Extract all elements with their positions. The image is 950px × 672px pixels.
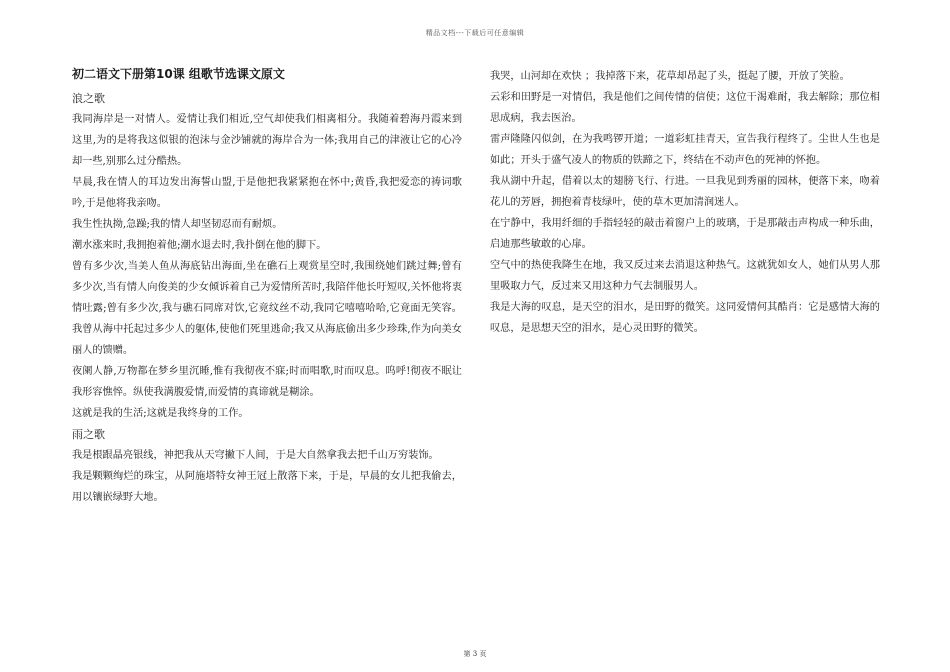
section-heading-rain-song: 雨之歌 — [72, 428, 105, 441]
section-heading-wave-song: 浪之歌 — [72, 92, 105, 105]
right-column — [490, 66, 880, 339]
paragraph: 我是根跟晶亮银线，神把我从天穹撇下人间，于是大自然拿我去把千山万穷装饰。 — [72, 450, 439, 461]
paragraph: 我从湖中升起，借着以太的翅膀飞行、行进。一旦我见到秀丽的园林，便落下来，吻着花儿的芳唇，拥抱着青枝绿叶，使的草木更加清润迷人。 — [490, 176, 880, 208]
paragraph: 雷声隆隆闪似剑，在为我鸣锣开道；一道彩虹挂青天，宣告我行程终了。尘世人生也是如此；开头于盛气凌人的物质的铁蹄之下，终结在不动声色的死神的怀抱。 — [490, 134, 880, 166]
document-title: 初二语文下册第10课 组歌节选课文原文 — [72, 67, 285, 81]
page-number: 第 3 页 — [463, 650, 487, 658]
paragraph: 早晨,我在情人的耳边发出海誓山盟,于是他把我紧紧抱在怀中;黄昏,我把爱恋的祷词歌吟,于是他将我亲吻。 — [72, 177, 462, 209]
paragraph: 在宁静中，我用纤细的手指轻轻的敲击着窗户上的玻璃，于是那敲击声构成一种乐曲，启迪那些敏敢的心扉。 — [490, 218, 880, 250]
paragraph: 曾有多少次,当美人鱼从海底钻出海面,坐在礁石上观赏星空时,我围绕她们跳过舞;曾有多少次,当有情人向俊美的少女倾诉着自己为爱情所苦时,我陪伴他长吁短叹,关怀他将衷情吐露;曾有多少次,我与礁石同席对饮,它竟纹丝不动,我同它嘻嘻哈哈,它竟面无笑容。我曾从海中托起过多少人的躯体,使他们死里逃命;我又从海底偷出多少珍珠,作为向美女丽人的馈赠。 — [72, 261, 462, 356]
paragraph: 我是大海的叹息，是天空的泪水，是田野的微笑。这同爱情何其酷肖：它是感情大海的叹息，是思想天空的泪水，是心灵田野的微笑。 — [490, 302, 880, 334]
paragraph: 我是颗颗绚烂的珠宝，从阿施塔特女神王冠上散落下来，于是，早晨的女儿把我偷去，用以镶嵌绿野大地。 — [72, 471, 462, 503]
paragraph: 我生性执拗,急躁;我的情人却坚韧忍而有耐烦。 — [72, 219, 283, 230]
paragraph: 这就是我的生活;这就是我终身的工作。 — [72, 408, 249, 419]
paragraph: 潮水涨来时,我拥抱着他;潮水退去时,我扑倒在他的脚下。 — [72, 240, 327, 251]
left-column — [72, 66, 462, 508]
paragraph: 夜阑人静,万物都在梦乡里沉睡,惟有我彻夜不寐;时而唱歌,时而叹息。呜呼!彻夜不眠让我形容憔悴。纵使我满腹爱情,而爱情的真谛就是糊涂。 — [72, 366, 462, 398]
page-header: 精品文档---下载后可任意编辑 — [425, 29, 525, 37]
paragraph: 我哭，山河却在欢快 ；我掉落下来，花草却昂起了头，挺起了腰，开放了笑脸。 — [490, 71, 850, 82]
paragraph: 我同海岸是一对情人。爱情让我们相近,空气却使我们相离相分。我随着碧海丹霞来到这里,为的是将我这似银的泡沫与金沙铺就的海岸合为一体;我用自己的津液让它的心冷却一些,别那么过分酷热。 — [72, 114, 462, 167]
paragraph: 云彩和田野是一对情侣，我是他们之间传情的信使；这位干渴难耐，我去解除；那位相思成病，我去医治。 — [490, 92, 880, 124]
paragraph: 空气中的热使我降生在地，我又反过来去消退这种热气。这就犹如女人，她们从男人那里吸取力气，反过来又用这种力气去制服男人。 — [490, 260, 880, 292]
